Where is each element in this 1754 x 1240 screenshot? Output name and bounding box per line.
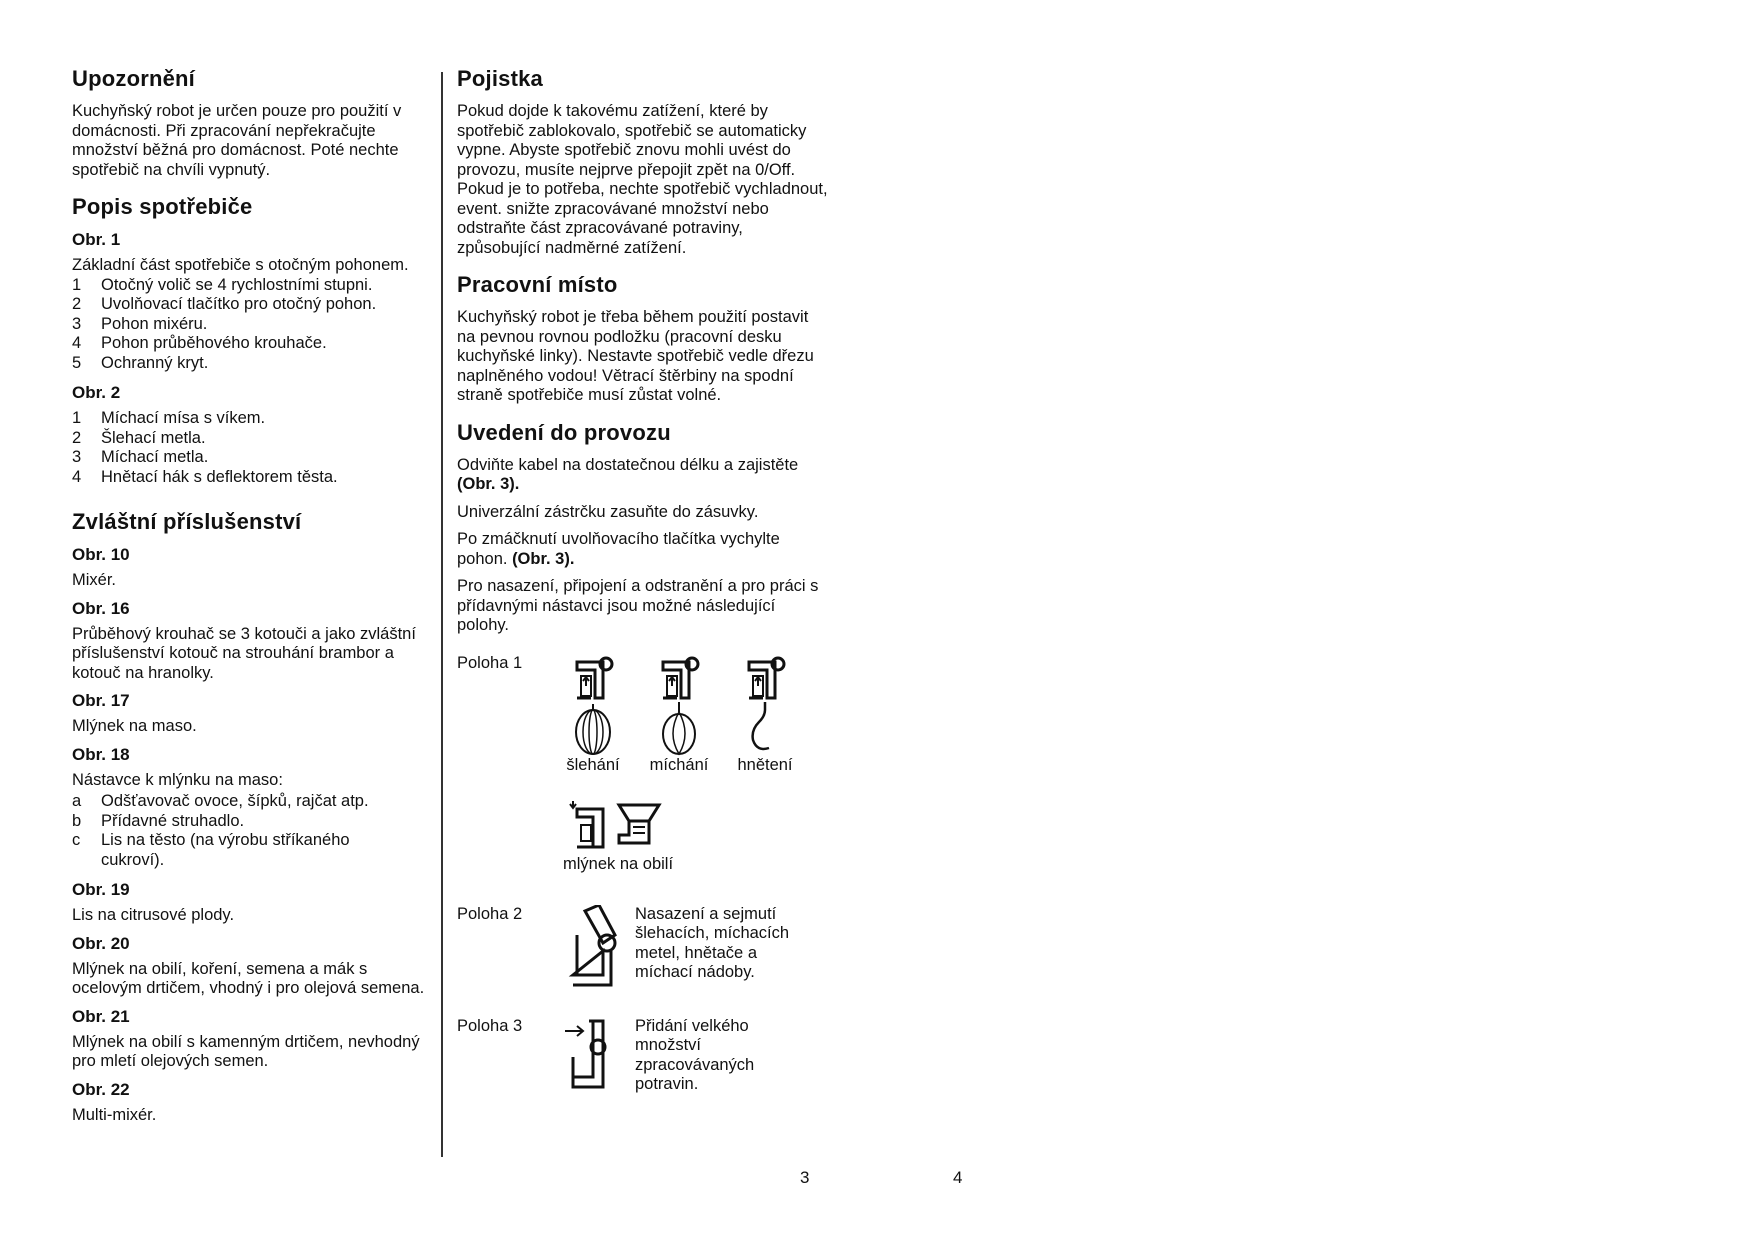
obr20-label: Obr. 20 <box>72 933 130 953</box>
uvedeni-p3: Po zmáčknutí uvolňovacího tlačítka vychylte pohon. (Obr. 3). <box>457 530 780 568</box>
obr19-label: Obr. 19 <box>72 880 130 899</box>
obr21-label: Obr. 21 <box>72 1006 130 1026</box>
section-pracovni <box>457 272 829 406</box>
list-item: 4 Hnětací hák s deflektorem těsta. <box>72 467 338 486</box>
tilted-head-icon <box>563 905 633 991</box>
obr19-text: Lis na citrusové plody. <box>72 906 235 924</box>
list-item: 1 Míchací mísa s víkem. <box>72 409 266 427</box>
uvedeni-p4: Pro nasazení, připojení a odstranění a pro práci s přídavnými nástavci jsou možné následující polohy. <box>457 577 819 634</box>
heading-uvedeni: Uvedení do provozu <box>457 419 671 445</box>
poloha1-label: Poloha 1 <box>457 653 523 672</box>
obr1-intro: Základní část spotřebiče s otočným pohonem. <box>72 256 409 274</box>
column-divider <box>441 72 443 1157</box>
heading-upozorneni: Upozornění <box>72 66 195 91</box>
caption-mlynek: mlýnek na obilí <box>563 855 674 873</box>
left-column <box>72 66 432 1139</box>
poloha1-block <box>457 654 829 776</box>
grinder-group <box>563 797 829 875</box>
obr10-text: Mixér. <box>72 571 117 589</box>
page-number-3: 3 <box>800 1168 810 1187</box>
list-item: c Lis na těsto (na výrobu stříkaného cukroví). <box>72 831 350 869</box>
caption-michani: míchání <box>649 755 709 774</box>
poloha3-block <box>457 1017 829 1095</box>
obr2-label: Obr. 2 <box>72 383 121 402</box>
whisking-group <box>563 654 623 776</box>
grain-mill-icon <box>563 797 673 855</box>
beater-tool-icon <box>649 654 709 756</box>
pracovni-text: Kuchyňský robot je třeba během použití postavit na pevnou rovnou podložku (pracovní desku kuchyňské linky). Nestavte spotřebič vedle dřezu naplněného vodou! Větrací štěrbiny na spodní straně spotřebiče musí zůstat volné. <box>457 308 814 404</box>
upozorneni-text: Kuchyňský robot je určen pouze pro použití v domácnosti. Při zpracování nepřekračujte množství běžná pro domácnost. Poté nechte spotřebič na chvíli vypnutý. <box>72 102 402 179</box>
obr20-text: Mlýnek na obilí, koření, semena a mák s ocelovým drtičem, vhodný i pro olejová semena. <box>72 959 425 997</box>
dough-hook-icon <box>735 654 795 756</box>
obr18-intro: Nástavce k mlýnku na maso: <box>72 770 283 789</box>
heading-pracovni: Pracovní místo <box>457 272 618 297</box>
right-column <box>457 66 829 1095</box>
list-item: 4 Pohon průběhového krouhače. <box>72 334 327 352</box>
caption-slehani: šlehání <box>566 755 620 774</box>
feed-position-icon <box>563 1017 633 1093</box>
obr16-label: Obr. 16 <box>72 598 130 618</box>
poloha3-text: Přidání velkého množství zpracovávaných potravin. <box>635 1016 755 1093</box>
section-pojistka <box>457 66 829 258</box>
whisk-tool-icon <box>563 654 623 756</box>
page-number-4: 4 <box>953 1168 963 1187</box>
heading-pojistka: Pojistka <box>457 66 543 91</box>
list-item: 3 Pohon mixéru. <box>72 314 208 333</box>
section-popis <box>72 194 432 487</box>
poloha2-block <box>457 905 829 991</box>
mixing-group <box>649 654 709 776</box>
uvedeni-p1: Odviňte kabel na dostatečnou délku a zajistěte (Obr. 3). <box>457 455 799 493</box>
pojistka-text: Pokud dojde k takovému zatížení, které by spotřebič zablokovalo, spotřebič se automaticky vypne. Abyste spotřebič znovu mohli uvést do provozu, musíte nejprve přepojit zpět na 0/Off. Pokud je to potřeba, nechte spotřebič vychladnout, event. snižte zpracovávané množství nebo odstraňte část zpracovávané potraviny, způsobující nadměrné zatížení. <box>457 102 828 257</box>
poloha3-label: Poloha 3 <box>457 1016 523 1035</box>
list-item: 1 Otočný volič se 4 rychlostními stupni. <box>72 275 373 294</box>
list-item: b Přídavné struhadlo. <box>72 811 245 830</box>
list-item: a Odšťavovač ovoce, šípků, rajčat atp. <box>72 792 369 810</box>
obr22-label: Obr. 22 <box>72 1079 130 1099</box>
list-item: 5 Ochranný kryt. <box>72 353 209 372</box>
obr2-list <box>72 409 432 487</box>
obr16-text: Průběhový krouhač se 3 kotouči a jako zvláštní příslušenství kotouč na strouhání brambor a kotouč na hranolky. <box>72 624 416 682</box>
list-item: 2 Uvolňovací tlačítko pro otočný pohon. <box>72 295 377 313</box>
obr10-label: Obr. 10 <box>72 545 130 564</box>
poloha2-label: Poloha 2 <box>457 904 523 923</box>
obr21-text: Mlýnek na obilí s kamenným drtičem, nevhodný pro mletí olejových semen. <box>72 1032 420 1070</box>
obr17-text: Mlýnek na maso. <box>72 717 197 735</box>
obr22-text: Multi-mixér. <box>72 1105 157 1124</box>
uvedeni-p2: Univerzální zástrčku zasuňte do zásuvky. <box>457 502 759 521</box>
obr1-label: Obr. 1 <box>72 230 121 249</box>
caption-hneteni: hnětení <box>737 755 793 774</box>
section-prislusenstvi <box>72 509 432 1125</box>
poloha1-icons <box>563 654 795 776</box>
obr18-label: Obr. 18 <box>72 744 130 764</box>
list-item: 3 Míchací metla. <box>72 448 209 466</box>
section-uvedeni <box>457 420 829 636</box>
heading-prislusenstvi: Zvláštní příslušenství <box>72 509 302 534</box>
obr17-label: Obr. 17 <box>72 691 130 710</box>
kneading-group <box>735 654 795 776</box>
section-upozorneni <box>72 66 432 180</box>
obr1-list <box>72 276 432 374</box>
heading-popis: Popis spotřebiče <box>72 194 253 219</box>
list-item: 2 Šlehací metla. <box>72 428 206 447</box>
poloha2-text: Nasazení a sejmutí šlehacích, míchacích metel, hnětače a míchací nádoby. <box>635 904 790 981</box>
obr18-list <box>72 792 432 870</box>
